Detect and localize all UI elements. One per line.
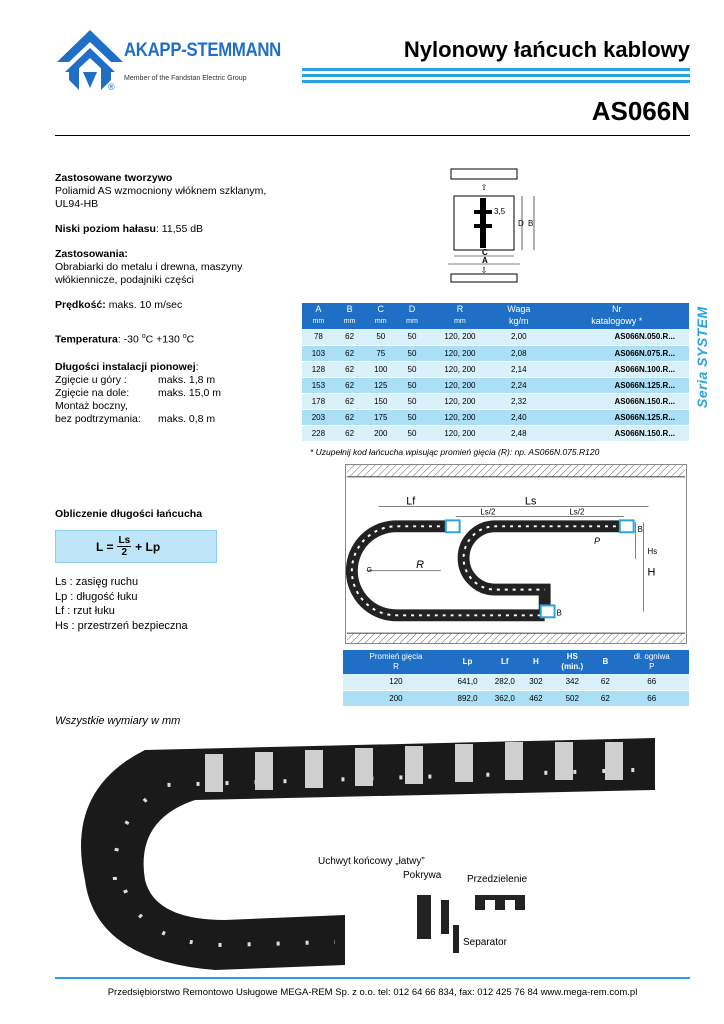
table-cell: 462 xyxy=(523,690,548,706)
table-cell: AS066N.150.R... xyxy=(544,425,689,441)
col-d: D xyxy=(397,303,427,315)
col-a: A xyxy=(302,303,335,315)
temperature-unit: C xyxy=(186,333,195,346)
table-cell: 62 xyxy=(335,425,365,441)
formula-lhs: L = xyxy=(96,539,114,554)
length-formula xyxy=(55,530,217,563)
svg-text:⇩: ⇩ xyxy=(480,266,488,275)
speed-value: maks. 10 m/sec xyxy=(105,299,183,311)
end-bracket xyxy=(417,895,431,939)
material-label: Zastosowane tworzywo xyxy=(55,172,173,184)
table-header-row xyxy=(302,303,689,315)
label-lf: Lf xyxy=(406,495,416,508)
label-cover: Pokrywa xyxy=(403,870,442,881)
degree-mark: o xyxy=(141,333,146,340)
catalog-note: * Uzupełnij kod łańcucha wpisując promień gięcia (R): np. AS066N.075.R120 xyxy=(310,447,600,457)
label-ls2-left: Ls/2 xyxy=(480,507,496,517)
col-pitch-symbol: P xyxy=(649,662,655,671)
degree-mark: o xyxy=(182,333,187,340)
table-cell: AS066N.100.R... xyxy=(544,361,689,377)
table-cell: 120, 200 xyxy=(427,393,493,409)
table-cell: 62 xyxy=(335,409,365,425)
table-cell: 150 xyxy=(364,393,397,409)
formula-denominator: 2 xyxy=(121,547,128,558)
no-support-value: maks. 0,8 m xyxy=(158,412,216,425)
table-cell: 100 xyxy=(364,361,397,377)
col-hs-min: (min.) xyxy=(561,662,584,671)
table-cell: 50 xyxy=(397,361,427,377)
col-c: C xyxy=(364,303,397,315)
table-cell: 2,14 xyxy=(493,361,544,377)
table-cell: 153 xyxy=(302,377,335,393)
formula-numerator: Ls xyxy=(118,535,131,546)
table-cell: 78 xyxy=(302,329,335,345)
dim-d: D xyxy=(518,219,524,228)
product-code: AS066N xyxy=(591,96,690,126)
table-row xyxy=(302,425,689,441)
table-cell: 175 xyxy=(364,409,397,425)
dim-c: C xyxy=(482,248,488,257)
label-b-top: B xyxy=(637,525,643,535)
table-cell: 103 xyxy=(302,345,335,361)
label-ls2-right: Ls/2 xyxy=(569,507,585,517)
label-r: R xyxy=(416,558,424,571)
table-row xyxy=(302,409,689,425)
spec-list xyxy=(55,172,295,426)
label-h: H xyxy=(647,566,656,579)
table-cell: 120, 200 xyxy=(427,409,493,425)
chain-layout-drawing xyxy=(345,464,687,644)
col-radius xyxy=(343,650,449,674)
unit-r: mm xyxy=(427,315,493,329)
length-up-value: maks. 1,8 m xyxy=(158,373,216,386)
footer-divider xyxy=(55,977,690,979)
registered-mark: ® xyxy=(108,82,115,92)
table-cell: 200 xyxy=(364,425,397,441)
cover-piece xyxy=(441,900,449,934)
dimensions-table-body xyxy=(302,329,689,441)
label-p: P xyxy=(594,536,601,547)
table-cell: 2,40 xyxy=(493,409,544,425)
table-cell: 178 xyxy=(302,393,335,409)
table-cell: 120, 200 xyxy=(427,425,493,441)
col-b: B xyxy=(335,303,365,315)
lengths-colon: : xyxy=(195,360,199,373)
lengths-line xyxy=(55,361,295,374)
table-cell: 50 xyxy=(397,329,427,345)
col-weight: Waga xyxy=(493,303,544,315)
table-cell: 2,48 xyxy=(493,425,544,441)
col-hs xyxy=(548,650,596,674)
col-r: R xyxy=(427,303,493,315)
unit-weight: kg/m xyxy=(493,315,544,329)
col-radius-label: Promień gięcia xyxy=(369,652,423,661)
table-cell: 50 xyxy=(397,409,427,425)
dim-a: A xyxy=(482,256,488,265)
table-cell: 203 xyxy=(302,409,335,425)
radius-table-body xyxy=(343,674,689,706)
table-row xyxy=(302,361,689,377)
temperature-line xyxy=(55,330,295,347)
cross-section-diagram xyxy=(446,166,554,286)
table-cell: 2,24 xyxy=(493,377,544,393)
noise-label: Niski poziom hałasu xyxy=(55,223,156,235)
table-row xyxy=(302,377,689,393)
legend-item: Lf : rzut łuku xyxy=(55,605,115,617)
legend-item: Hs : przestrzeń bezpieczna xyxy=(55,619,188,632)
label-hs: Hs xyxy=(647,547,658,556)
table-cell: 2,32 xyxy=(493,393,544,409)
length-down-row xyxy=(55,387,295,400)
speed-line xyxy=(55,299,295,312)
unit-b: mm xyxy=(335,315,365,329)
dimensions-note: Wszystkie wymiary w mm xyxy=(55,715,181,727)
table-cell: 200 xyxy=(343,690,449,706)
uses-label: Zastosowania: xyxy=(55,248,128,260)
table-cell: 2,00 xyxy=(493,329,544,345)
col-lf: Lf xyxy=(486,650,523,674)
table-cell: AS066N.050.R... xyxy=(544,329,689,345)
calc-title: Obliczenie długości łańcucha xyxy=(55,508,203,520)
table-cell: 120, 200 xyxy=(427,329,493,345)
table-cell: 66 xyxy=(614,674,689,690)
footer-contact: Przedsiębiorstwo Remontowo Usługowe MEGA-REM Sp. z o.o. tel: 012 64 66 834, fax: 012 425 76 84 www.mega-rem.com.pl xyxy=(107,987,638,998)
table-cell: AS066N.125.R... xyxy=(544,377,689,393)
material-value: Poliamid AS wzmocniony włóknem szklanym, UL94-HB xyxy=(55,185,267,210)
table-cell: 641,0 xyxy=(449,674,486,690)
table-cell: AS066N.125.R... xyxy=(544,409,689,425)
table-row xyxy=(302,345,689,361)
col-hs-label: HS xyxy=(566,652,578,661)
table-row xyxy=(302,393,689,409)
dim-b: B xyxy=(528,219,534,228)
no-support-label: bez podtrzymania: xyxy=(55,412,141,425)
col-catalog: Nr xyxy=(544,303,689,315)
table-cell: 50 xyxy=(397,425,427,441)
col-radius-symbol: R xyxy=(393,662,399,671)
label-b-bottom: B xyxy=(556,608,562,618)
table-header-row xyxy=(343,650,689,674)
length-up-row xyxy=(55,374,295,387)
table-cell: 302 xyxy=(523,674,548,690)
lengths-label: Długości instalacji pionowej xyxy=(55,360,196,373)
brand-subtitle: Member of the Fandstan Electric Group xyxy=(124,75,247,82)
dim-3-5: 3,5 xyxy=(494,207,506,216)
table-row xyxy=(343,690,689,706)
table-cell: 2,08 xyxy=(493,345,544,361)
col-pitch-label: dł. ogniwa xyxy=(633,652,670,661)
temperature-label: Temperatura xyxy=(55,333,118,346)
table-cell: 342 xyxy=(548,674,596,690)
page-title: Nylonowy łańcuch kablowy xyxy=(403,37,690,62)
col-h: H xyxy=(523,650,548,674)
series-label xyxy=(694,268,714,408)
uses-value: Obrabiarki do metalu i drewna, maszyny włókiennicze, podajniki części xyxy=(55,261,243,286)
table-cell: 62 xyxy=(596,674,614,690)
temperature-min: : -30 xyxy=(117,333,142,346)
col-lp: Lp xyxy=(449,650,486,674)
table-cell: 128 xyxy=(302,361,335,377)
table-cell: 362,0 xyxy=(486,690,523,706)
header-divider xyxy=(55,135,690,136)
table-row xyxy=(343,674,689,690)
col-pitch xyxy=(614,650,689,674)
temperature-max: C +130 xyxy=(145,333,183,346)
table-cell: 120, 200 xyxy=(427,345,493,361)
formula-legend xyxy=(55,575,188,633)
table-cell: 75 xyxy=(364,345,397,361)
length-up-label: Zgięcie u góry : xyxy=(55,373,127,386)
separator-piece xyxy=(453,925,459,953)
table-cell: 62 xyxy=(335,345,365,361)
unit-d: mm xyxy=(397,315,427,329)
speed-label: Prędkość: xyxy=(55,299,106,311)
table-cell: 50 xyxy=(397,345,427,361)
brand-name: AKAPP-STEMMANN xyxy=(124,40,281,61)
table-cell: 50 xyxy=(397,377,427,393)
unit-c: mm xyxy=(364,315,397,329)
table-row xyxy=(302,329,689,345)
divider-piece xyxy=(475,895,525,910)
table-units-row xyxy=(302,315,689,329)
noise-value: : 11,55 dB xyxy=(155,223,204,235)
table-cell: AS066N.075.R... xyxy=(544,345,689,361)
svg-text:⇧: ⇧ xyxy=(480,183,488,192)
label-separator: Separator xyxy=(463,937,507,948)
table-cell: 50 xyxy=(364,329,397,345)
legend-item: Ls : zasięg ruchu xyxy=(55,576,139,588)
table-cell: AS066N.150.R... xyxy=(544,393,689,409)
table-cell: 120 xyxy=(343,674,449,690)
table-cell: 62 xyxy=(335,393,365,409)
no-support-row xyxy=(55,413,295,426)
table-cell: 62 xyxy=(335,329,365,345)
label-divider: Przedzielenie xyxy=(467,874,528,885)
label-end-bracket: Uchwyt końcowy „łatwy” xyxy=(318,856,425,867)
formula-fraction xyxy=(117,535,131,558)
table-cell: 62 xyxy=(596,690,614,706)
table-cell: 66 xyxy=(614,690,689,706)
label-ls: Ls xyxy=(524,495,537,508)
header-stripes xyxy=(302,68,690,86)
length-down-value: maks. 15,0 m xyxy=(158,386,222,399)
unit-a: mm xyxy=(302,315,335,329)
label-g: G xyxy=(366,566,373,574)
legend-item: Lp : długość łuku xyxy=(55,590,138,603)
table-cell: 50 xyxy=(397,393,427,409)
table-cell: 228 xyxy=(302,425,335,441)
side-mount-label: Montaż boczny, xyxy=(55,399,128,412)
dimensions-table xyxy=(302,303,689,442)
series-text: Seria SYSTEM xyxy=(694,306,710,408)
formula-rhs: + Lp xyxy=(135,539,161,554)
noise-line xyxy=(55,223,295,236)
radius-table xyxy=(343,650,689,707)
col-b: B xyxy=(596,650,614,674)
table-cell: 120, 200 xyxy=(427,361,493,377)
table-cell: 502 xyxy=(548,690,596,706)
chain-photo xyxy=(55,730,690,975)
unit-catalog: katalogowy * xyxy=(544,315,689,329)
table-cell: 282,0 xyxy=(486,674,523,690)
table-cell: 62 xyxy=(335,361,365,377)
table-cell: 62 xyxy=(335,377,365,393)
length-down-label: Zgięcie na dole: xyxy=(55,386,130,399)
table-cell: 892,0 xyxy=(449,690,486,706)
table-cell: 120, 200 xyxy=(427,377,493,393)
table-cell: 125 xyxy=(364,377,397,393)
